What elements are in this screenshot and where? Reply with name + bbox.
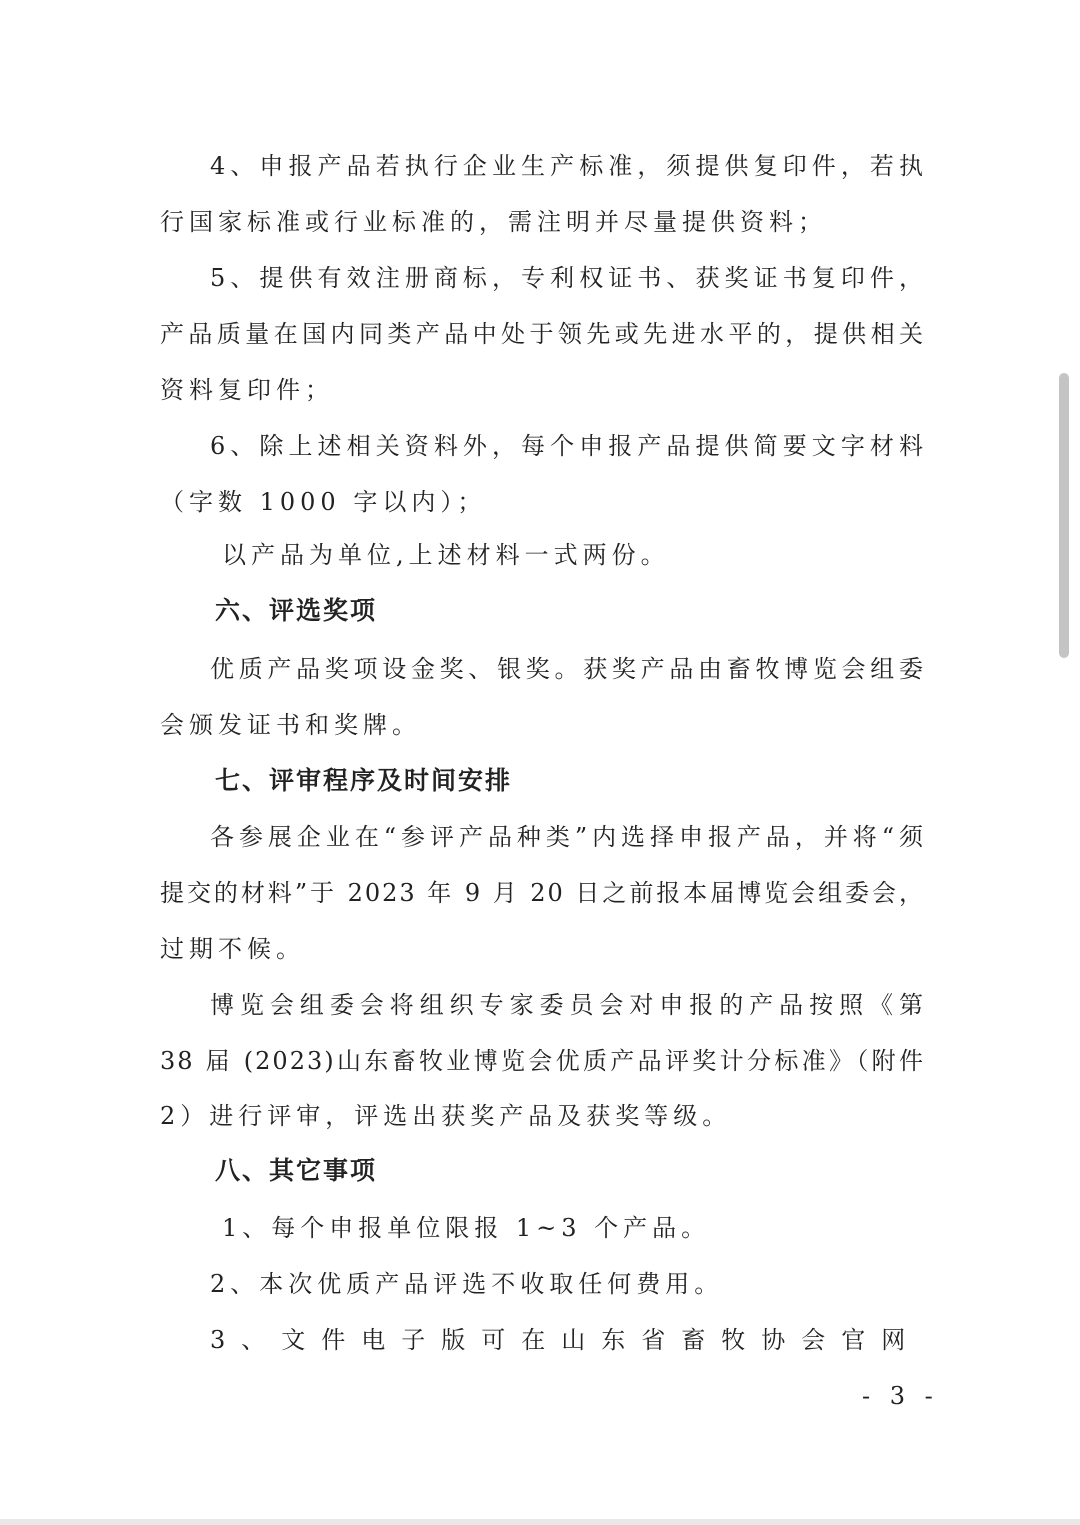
page-number: - 3 - bbox=[862, 1382, 939, 1410]
review-line-2: 38 届 (2023)山东畜牧业博览会优质产品评奖计分标准》（附件 bbox=[160, 1047, 925, 1075]
paragraph-5-line-3: 资料复印件； bbox=[160, 376, 334, 404]
paragraph-4-line-1: 4、申报产品若执行企业生产标准，须提供复印件，若执 bbox=[210, 152, 925, 180]
review-line-3: 2）进行评审，评选出获奖产品及获奖等级。 bbox=[160, 1102, 732, 1130]
other-item-2: 2、本次优质产品评选不收取任何费用。 bbox=[210, 1270, 724, 1298]
schedule-line-3: 过期不候。 bbox=[160, 935, 305, 963]
paragraph-6-line-2: （字数 1000 字以内）； bbox=[160, 488, 487, 516]
section-heading-review-schedule: 七、评审程序及时间安排 bbox=[215, 766, 513, 795]
paragraph-6-line-1: 6、除上述相关资料外，每个申报产品提供简要文字材料 bbox=[210, 432, 925, 460]
schedule-line-2: 提交的材料”于 2023 年 9 月 20 日之前报本届博览会组委会， bbox=[160, 879, 925, 907]
paragraph-4-line-2: 行国家标准或行业标准的，需注明并尽量提供资料； bbox=[160, 208, 827, 236]
paragraph-5-line-2: 产品质量在国内同类产品中处于领先或先进水平的，提供相关 bbox=[160, 320, 925, 348]
section-heading-awards: 六、评选奖项 bbox=[215, 596, 378, 625]
awards-line-2: 会颁发证书和奖牌。 bbox=[160, 711, 421, 739]
other-item-3: 3、文件电子版可在山东省畜牧协会官网 bbox=[210, 1326, 922, 1354]
materials-note: 以产品为单位,上述材料一式两份。 bbox=[222, 541, 670, 569]
page-bottom-edge bbox=[0, 1519, 1080, 1525]
review-line-1: 博览会组委会将组织专家委员会对申报的产品按照《第 bbox=[210, 991, 925, 1019]
paragraph-5-line-1: 5、提供有效注册商标，专利权证书、获奖证书复印件， bbox=[210, 264, 925, 292]
schedule-line-1: 各参展企业在“参评产品种类”内选择申报产品，并将“须 bbox=[210, 823, 925, 851]
other-item-1: 1、每个申报单位限报 1~3 个产品。 bbox=[222, 1214, 711, 1242]
vertical-scrollbar[interactable] bbox=[1059, 373, 1069, 658]
awards-line-1: 优质产品奖项设金奖、银奖。获奖产品由畜牧博览会组委 bbox=[210, 655, 925, 683]
section-heading-other-matters: 八、其它事项 bbox=[215, 1156, 378, 1185]
